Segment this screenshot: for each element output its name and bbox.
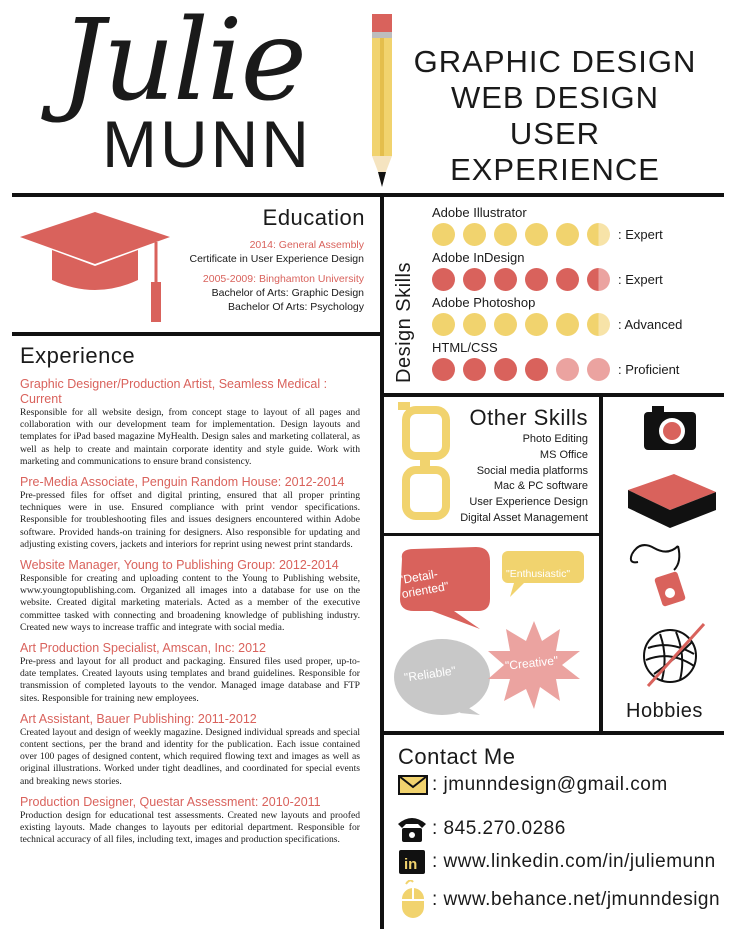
edu-line: Bachelor of Arts: Graphic Design xyxy=(211,287,364,299)
job-title: Pre-Media Associate, Penguin Random House: 2012-2014 xyxy=(20,475,345,490)
trait-enthusiastic: "Enthusiastic" xyxy=(506,568,571,580)
skill-dot xyxy=(432,358,455,381)
skill-dot xyxy=(494,358,517,381)
skill-dot xyxy=(463,268,486,291)
skill-row xyxy=(432,205,722,246)
skill-dot xyxy=(463,223,486,246)
contact-linkedin-row[interactable] xyxy=(398,849,716,875)
skill-name: HTML/CSS xyxy=(432,340,498,355)
contact-behance[interactable]: : www.behance.net/jmunndesign xyxy=(432,889,721,910)
skill-dot xyxy=(494,268,517,291)
skill-dot xyxy=(587,223,610,246)
skill-dot xyxy=(463,313,486,336)
name-block xyxy=(60,0,370,185)
roles-block xyxy=(405,44,705,188)
job-entry xyxy=(20,712,360,788)
job-description: Responsible for creating and uploading content to the Young to Publishing website, www.youngtopublishing.com. Organized all images into a database for use on the website. Created digital marketing materials. Acted as a member of the executive committee tasked with connecting and broadening knowledge of publishing industry. Created new ways to increase traffic and integrate with social media. xyxy=(20,573,360,633)
skill-dot xyxy=(525,223,548,246)
skill-name: Adobe Illustrator xyxy=(432,205,527,220)
other-skill: Social media platforms xyxy=(476,464,588,477)
other-skill: Digital Asset Management xyxy=(460,511,588,524)
skill-dot xyxy=(463,358,486,381)
other-skill: User Experience Design xyxy=(469,496,588,509)
pencil-icon xyxy=(366,12,398,192)
skill-dot xyxy=(587,358,610,381)
skill-dot xyxy=(587,268,610,291)
trait-creative: "Creative" xyxy=(504,653,559,673)
other-skills-list xyxy=(408,432,588,527)
contact-phone-row[interactable] xyxy=(396,814,566,844)
job-description: Pre-press and layout for all product and packaging. Ensured files used proper, up-to-date templates. Created layouts using templates and brand guidelines. Responsible for transmission of completed layouts to the vendor. Managed image database and FTP sites. Responsible for training new employees. xyxy=(20,656,360,704)
book-icon xyxy=(624,470,720,532)
role-line: WEB DESIGN xyxy=(450,80,660,115)
phone-icon xyxy=(396,814,428,844)
job-entry xyxy=(20,377,360,468)
role-line: USER EXPERIENCE xyxy=(450,116,660,187)
divider xyxy=(12,332,382,336)
skill-row xyxy=(432,340,722,381)
skill-dot xyxy=(525,268,548,291)
job-title: Production Designer, Questar Assessment: 2010-2011 xyxy=(20,794,321,809)
job-entry xyxy=(20,795,360,847)
svg-text:in: in xyxy=(404,856,418,873)
skill-dot xyxy=(587,313,610,336)
job-description: Pre-pressed files for offset and digital printing, ensured that all proper printing techniques were in use. Ensured compliance with print vendor specifications. Responsible for troubleshooting files and issues designers encountered within Adobe software. Provided hands-on training for designers. Also responsible for updating and adjusting existing covers, jackets and interiors for reprint using newest print standards. xyxy=(20,490,360,550)
job-description: Responsible for all website design, from concept stage to layout of all pages and collaboration with our development team for implementation. Design layouts and templates for iPad based magazine MyHealth. Design sales and marketing collateral, as well as help to create and maintain corporate identity and style guide. Work with marketing and communications to ensure brand consistency. xyxy=(20,407,360,467)
divider xyxy=(382,393,724,397)
contact-email[interactable]: : jmunndesign@gmail.com xyxy=(432,774,668,795)
skill-rating xyxy=(432,223,610,246)
job-title: Graphic Designer/Production Artist, Seamless Medical : Current xyxy=(20,377,328,406)
job-title: Art Assistant, Bauer Publishing: 2011-2012 xyxy=(20,711,257,726)
skill-row xyxy=(432,250,722,291)
skill-name: Adobe InDesign xyxy=(432,250,525,265)
contact-phone[interactable]: : 845.270.0286 xyxy=(432,818,566,839)
contact-linkedin[interactable]: : www.linkedin.com/in/juliemunn xyxy=(432,851,716,872)
job-entry xyxy=(20,641,360,705)
skill-rating xyxy=(432,358,610,381)
contact-heading: Contact Me xyxy=(398,744,516,769)
education-heading: Education xyxy=(262,205,365,230)
experience-heading: Experience xyxy=(20,343,136,368)
skill-dot xyxy=(494,313,517,336)
job-title: Art Production Specialist, Amscan, Inc: 2012 xyxy=(20,641,266,656)
divider xyxy=(382,533,602,536)
linkedin-icon xyxy=(398,849,426,875)
skill-dot xyxy=(525,313,548,336)
education-list xyxy=(144,238,364,314)
envelope-icon xyxy=(398,774,428,796)
last-name: MUNN xyxy=(102,107,312,181)
job-title: Website Manager, Young to Publishing Group: 2012-2014 xyxy=(20,558,339,573)
edu-title: 2005-2009: Binghamton University xyxy=(202,273,364,285)
other-skill: MS Office xyxy=(539,448,588,461)
skill-dot xyxy=(556,268,579,291)
job-description: Created layout and design of weekly magazine. Designed individual spreads and special content sections, per the brand and identity for the publication. Each issue contained over 100 pages of designed content, which required flowing text and images as well as original illustrations. Worked under tight deadlines, and coordinated for special events and breaking news stories. xyxy=(20,726,360,787)
yarn-ball-icon xyxy=(638,620,708,690)
skill-level: : Proficient xyxy=(618,362,680,377)
skill-rating xyxy=(432,268,610,291)
other-skill: Mac & PC software xyxy=(493,480,588,493)
skill-level: : Expert xyxy=(618,272,663,287)
skill-dot xyxy=(432,223,455,246)
music-player-icon xyxy=(626,538,698,610)
hobbies-heading: Hobbies xyxy=(626,700,703,722)
skill-dot xyxy=(556,223,579,246)
job-entry xyxy=(20,558,360,634)
skill-dot xyxy=(494,223,517,246)
skill-dot xyxy=(525,358,548,381)
camera-icon xyxy=(640,402,700,452)
first-name: Julie xyxy=(60,0,305,126)
contact-email-row[interactable] xyxy=(398,774,668,796)
skill-row xyxy=(432,295,722,336)
job-entry xyxy=(20,475,360,551)
divider xyxy=(12,193,724,197)
edu-title: 2014: General Assembly xyxy=(249,239,364,251)
skill-level: : Advanced xyxy=(618,317,683,332)
edu-line: Certificate in User Experience Design xyxy=(189,253,364,265)
experience-list xyxy=(20,377,360,853)
skill-rating xyxy=(432,313,610,336)
other-skill: Photo Editing xyxy=(522,433,588,445)
design-skills-heading: Design Skills xyxy=(393,262,415,383)
job-description: Production design for educational test assessments. Created new layouts and proofed existing layouts. Made changes to layouts per editorial department. Responsible for technical accuracy of all files, including text, images and production specifications. xyxy=(20,809,360,846)
other-skills-heading: Other Skills xyxy=(469,405,588,430)
skill-dot xyxy=(556,358,579,381)
skill-dot xyxy=(432,268,455,291)
divider xyxy=(382,731,724,735)
role-line: GRAPHIC DESIGN xyxy=(413,44,697,79)
mouse-icon xyxy=(400,880,426,920)
contact-behance-row[interactable] xyxy=(400,880,720,920)
divider xyxy=(599,393,603,734)
skill-name: Adobe Photoshop xyxy=(432,295,536,310)
skill-level: : Expert xyxy=(618,227,663,242)
edu-line: Bachelor Of Arts: Psychology xyxy=(228,301,364,313)
traits-bubbles xyxy=(384,537,598,730)
trait-detail: "Detail-oriented" xyxy=(398,566,450,602)
trait-reliable: "Reliable" xyxy=(403,663,457,685)
skill-dot xyxy=(432,313,455,336)
skill-dot xyxy=(556,313,579,336)
